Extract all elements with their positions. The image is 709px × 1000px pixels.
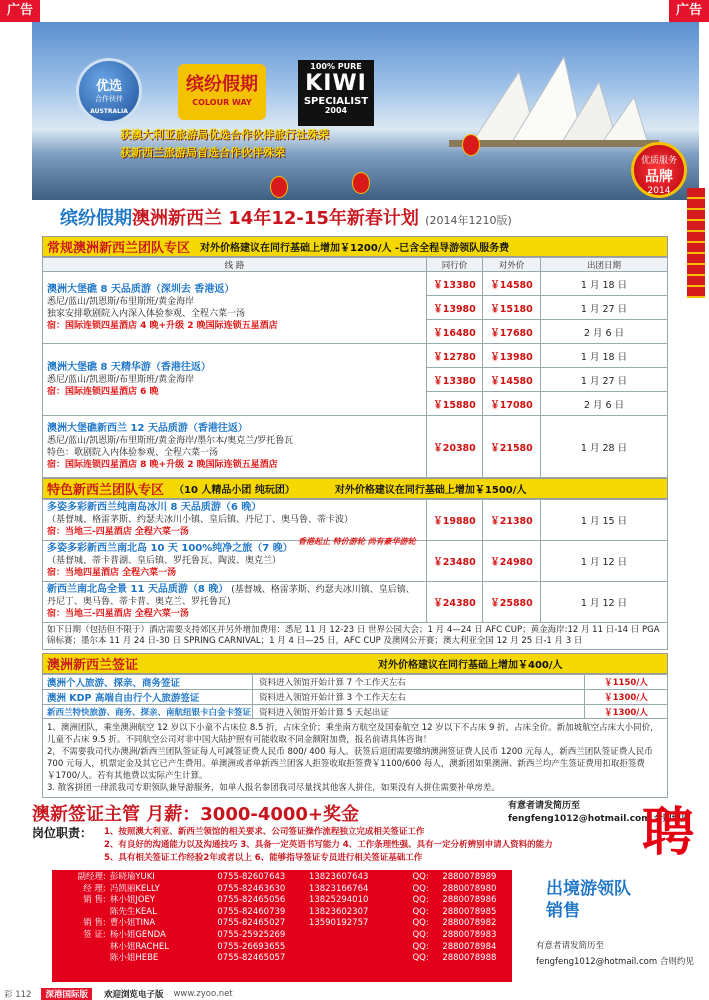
peer-price: ￥13380 bbox=[427, 368, 483, 392]
recruit-contact: 有意者请发简历至 fengfeng1012@hotmail.com 合则约见 bbox=[508, 801, 690, 824]
opera-house-illustration bbox=[449, 52, 659, 147]
staff-row: 副经理: 彭晓瑜YUKI 0755-82607643 13823607643 QQ: 2880078989 bbox=[77, 872, 497, 882]
recruitment-section bbox=[18, 796, 700, 986]
retail-price: ￥21380 bbox=[483, 500, 541, 541]
peer-price: ￥13980 bbox=[427, 296, 483, 320]
retail-price: ￥21580 bbox=[483, 416, 541, 478]
kiwi-specialist-logo: 100% PURE KIWI SPECIALIST 2004 bbox=[298, 60, 374, 126]
col-date: 出团日期 bbox=[541, 258, 668, 272]
recruit-title: 澳新签证主管 月薪：3000-4000+奖金 bbox=[32, 804, 360, 825]
section-header-regular: 常规澳洲新西兰团队专区 对外价格建议在同行基础上增加￥1200/人 -已含全程导游领队服务费 bbox=[42, 236, 668, 257]
tour-route: 新西兰南北岛全景 11 天品质游（8 晚） (基督城、格雷茅斯、约瑟夫冰川镇、皇后镇、丹尼丁、奥马鲁、蒂卡普、奥克兰、罗托鲁瓦) 宿：当地三-四星酒店 全程六菜一汤 bbox=[43, 582, 427, 623]
duty-label: 岗位职责： bbox=[32, 826, 93, 840]
tour-route: 多姿多彩新西兰纯南岛冰川 8 天品质游（6 晚） （基督城、格雷茅斯、约瑟夫冰川小镇、皇后镇、丹尼丁、奥马鲁、蒂卡波） 宿：当地三-四星酒店 全程六菜一汤 bbox=[43, 500, 427, 541]
staff-row: 销 售: 曹小姐TINA 0755-82465027 13590192757 QQ: 2880078982 bbox=[83, 918, 497, 929]
peer-price: ￥13380 bbox=[427, 272, 483, 296]
honor-australia: 获澳大利亚旅游局优选合作伙伴旅行社殊荣 bbox=[120, 128, 329, 141]
colour-way-logo: 缤纷假期 COLOUR WAY bbox=[178, 64, 266, 120]
visa-price: ￥1300/人 bbox=[585, 705, 668, 719]
page-footer bbox=[0, 988, 709, 1000]
staff-row: 经 理: 冯凯丽KELLY 0755-82463630 13823166764 QQ: 2880078980 bbox=[83, 883, 497, 894]
retail-price: ￥14580 bbox=[483, 368, 541, 392]
lantern-icon bbox=[270, 176, 288, 198]
col-peer-price: 同行价 bbox=[427, 258, 483, 272]
page-title: 缤纷假期澳洲新西兰 14年12-15年新春计划 (2014年1210版) bbox=[60, 208, 512, 229]
departure-date: 1 月 27 日 bbox=[541, 296, 668, 320]
hero-banner bbox=[32, 22, 699, 200]
visa-price: ￥1300/人 bbox=[585, 690, 668, 705]
tour-route: 澳洲大堡礁 8 天品质游（深圳去 香港返） 悉尼/蓝山/凯恩斯/布里斯班/黄金海岸 独家安排歌剧院入内深入体验参观、全程六菜一汤 宿：国际连锁四星酒店 4 晚+升级 2 晚国际连锁五星酒店 香港起止 特价游轮 尚有豪华游轮 bbox=[43, 272, 427, 344]
ad-label-left: 广告 bbox=[0, 0, 40, 22]
hiring-character: 聘 bbox=[641, 803, 694, 863]
edition-label: 深港国际版 bbox=[41, 988, 92, 1000]
departure-date: 1 月 18 日 bbox=[541, 344, 668, 368]
visa-processing: 资料进入领馆开始计算 7 个工作天左右 bbox=[253, 675, 585, 690]
retail-price: ￥13980 bbox=[483, 344, 541, 368]
section-header-nz: 特色新西兰团队专区 （10 人精品小团 纯玩团） 对外价格建议在同行基础上增加￥1500/人 bbox=[42, 478, 668, 499]
staff-row: 陈先生KEAL 0755-82460739 13823602307 QQ: 2880078985 bbox=[109, 906, 497, 917]
surcharge-note: 如下日期（包括但不限于）酒店需要支持郊区并另外增加费用：悉尼 11 月 12-23 日 世界公园大会；1 月 4—24 日 AFC CUP；黄金海岸:12 月 11 日-14 日 PGA 锦标赛；墨尔本 11 月 24 日-30 日 SPRING CARNIVAL；1 月 4 日—25 日，AFC CUP 及澳网公开赛；澳大利亚全国 12 月 25 日-1 月 3 日 bbox=[42, 623, 668, 650]
departure-date: 1 月 18 日 bbox=[541, 272, 668, 296]
welcome-text: 欢迎浏览电子版 bbox=[103, 990, 164, 1000]
visa-processing: 资料进入领馆开始计算 5 天起出证 bbox=[253, 705, 585, 719]
retail-price: ￥15180 bbox=[483, 296, 541, 320]
tour-route: 澳洲大堡礁新西兰 12 天品质游（香港往返） 悉尼/蓝山/凯恩斯/布里斯班/黄金海岸/墨尔本/奥克兰/罗托鲁瓦 特色：歌剧院入内体验参观、全程六菜一汤 宿：国际连锁四星酒店 8 晚+升级 2 晚国际连锁五星酒店 bbox=[43, 416, 427, 478]
peer-price: ￥12780 bbox=[427, 344, 483, 368]
section-header-visa: 澳洲新西兰签证 对外价格建议在同行基础上增加￥400/人 bbox=[42, 653, 668, 674]
website-link[interactable]: www.zyoo.net bbox=[173, 989, 233, 999]
brand-badge: 优质服务 品牌 2014 bbox=[631, 142, 687, 198]
peer-price: ￥15880 bbox=[427, 392, 483, 416]
visa-price: ￥1150/人 bbox=[585, 675, 668, 690]
honor-newzealand: 获新西兰旅游局首选合作伙伴殊荣 bbox=[120, 146, 285, 159]
lantern-icon bbox=[352, 172, 370, 194]
ad-label-right: 广告 bbox=[669, 0, 709, 22]
page-number: 彩 112 bbox=[4, 990, 32, 1000]
nz-tour-table bbox=[42, 499, 668, 623]
peer-price: ￥24380 bbox=[427, 582, 483, 623]
job-contact: 有意者请发简历至 fengfeng1012@hotmail.com 合则约见 bbox=[536, 941, 694, 967]
visa-name: 澳洲个人旅游、探亲、商务签证 bbox=[43, 675, 253, 690]
firecrackers-decoration bbox=[687, 188, 705, 298]
staff-row: 陈小姐HEBE 0755-82465057 QQ: 2880078988 bbox=[109, 953, 497, 964]
departure-date: 2 月 6 日 bbox=[541, 392, 668, 416]
col-retail-price: 对外价 bbox=[483, 258, 541, 272]
retail-price: ￥24980 bbox=[483, 541, 541, 582]
departure-date: 2 月 6 日 bbox=[541, 320, 668, 344]
retail-price: ￥17080 bbox=[483, 392, 541, 416]
staff-row: 销 售: 林小姐JOEY 0755-82465056 13825294010 QQ: 2880078986 bbox=[83, 895, 497, 906]
staff-row: 林小姐RACHEL 0755-26693655 QQ: 2880078984 bbox=[109, 941, 497, 952]
retail-price: ￥14580 bbox=[483, 272, 541, 296]
product-list bbox=[42, 236, 668, 798]
retail-price: ￥17680 bbox=[483, 320, 541, 344]
visa-name: 新西兰特快旅游、商务、探亲、南航纽银卡白金卡签证 bbox=[43, 705, 253, 719]
tour-leader-recruit bbox=[514, 870, 700, 982]
terms-notes: 1、澳洲团队，乘坐澳洲航空 12 岁以下小童不占床位 8.5 折，占床全价；乘坐南方航空及国泰航空 12 岁以下不占床 9 折，占床全价。新加坡航空占床大小同价，儿童不占床 9.5 折。不同航空公司对非中国大陆护照有可能收取不同金额附加费，报名前请具体咨询！ 2，不需要我司代办澳洲/新西兰团队签证每人可减签证费人民币 800/ 400 每人。获签后退团需要缴纳澳洲签证费人民币 1200 元每人，新西兰团队签证费人民币 700 元每人，机票定金及其它已产生费用。单澳洲或者单新西兰团客人拒签收取拒签费￥1100/600 每人，澳新团如果澳洲、新西兰均产生签证费用扣取拒签费￥1700/人。若有其他费以实际产生计算。 3. 散客拼团一律派我司专职领队兼导游服务，如单人报名参团我司尽量找其他客人拼住，如果没有人拼住需要补单房差。 bbox=[42, 719, 668, 798]
staff-row: 签 证: 杨小姐GENDA 0755-25925269 QQ: 2880078983 bbox=[83, 929, 497, 940]
peer-price: ￥23480 bbox=[427, 541, 483, 582]
peer-price: ￥20380 bbox=[427, 416, 483, 478]
departure-date: 1 月 12 日 bbox=[541, 582, 668, 623]
visa-name: 澳洲 KDP 高端自由行个人旅游签证 bbox=[43, 690, 253, 705]
departure-date: 1 月 15 日 bbox=[541, 500, 668, 541]
visa-table bbox=[42, 674, 668, 719]
peer-price: ￥16480 bbox=[427, 320, 483, 344]
col-route: 线 路 bbox=[43, 258, 427, 272]
visa-processing: 资料进入领馆开始计算 3 个工作天左右 bbox=[253, 690, 585, 705]
job-title: 出境游领队 销售 bbox=[546, 879, 631, 921]
duty-list: 1、按照澳大利亚、新西兰领馆的相关要求、公司签证操作流程独立完成相关签证工作 2、有良好的沟通能力以及沟通技巧 3、具备一定英语书写能力 4、工作条理性强、具有一定分析辨别申请人资料的能力 5、具有相关签证工作经验2年或者以上 6、能够指导签证专员进行相关签证基础工作 bbox=[104, 827, 553, 863]
preferred-partner-logo: 优选 合作伙伴 AUSTRALIA bbox=[76, 58, 142, 124]
departure-date: 1 月 12 日 bbox=[541, 541, 668, 582]
departure-date: 1 月 28 日 bbox=[541, 416, 668, 478]
peer-price: ￥19880 bbox=[427, 500, 483, 541]
tour-route: 澳洲大堡礁 8 天精华游（香港往返） 悉尼/蓝山/凯恩斯/布里斯班/黄金海岸 宿：国际连锁四星酒店 6 晚 bbox=[43, 344, 427, 416]
departure-date: 1 月 27 日 bbox=[541, 368, 668, 392]
lantern-icon bbox=[462, 134, 480, 156]
retail-price: ￥25880 bbox=[483, 582, 541, 623]
staff-contacts bbox=[52, 870, 512, 982]
tour-route: 多姿多彩新西兰南北岛 10 天 100%纯净之旅（7 晚） （基督城、蒂卡普湖、皇后镇、罗托鲁瓦、陶波、奥克兰） 宿：当地四星酒店 全程六菜一汤 bbox=[43, 541, 427, 582]
promo-note: 香港起止 特价游轮 尚有豪华游轮 bbox=[298, 537, 416, 546]
